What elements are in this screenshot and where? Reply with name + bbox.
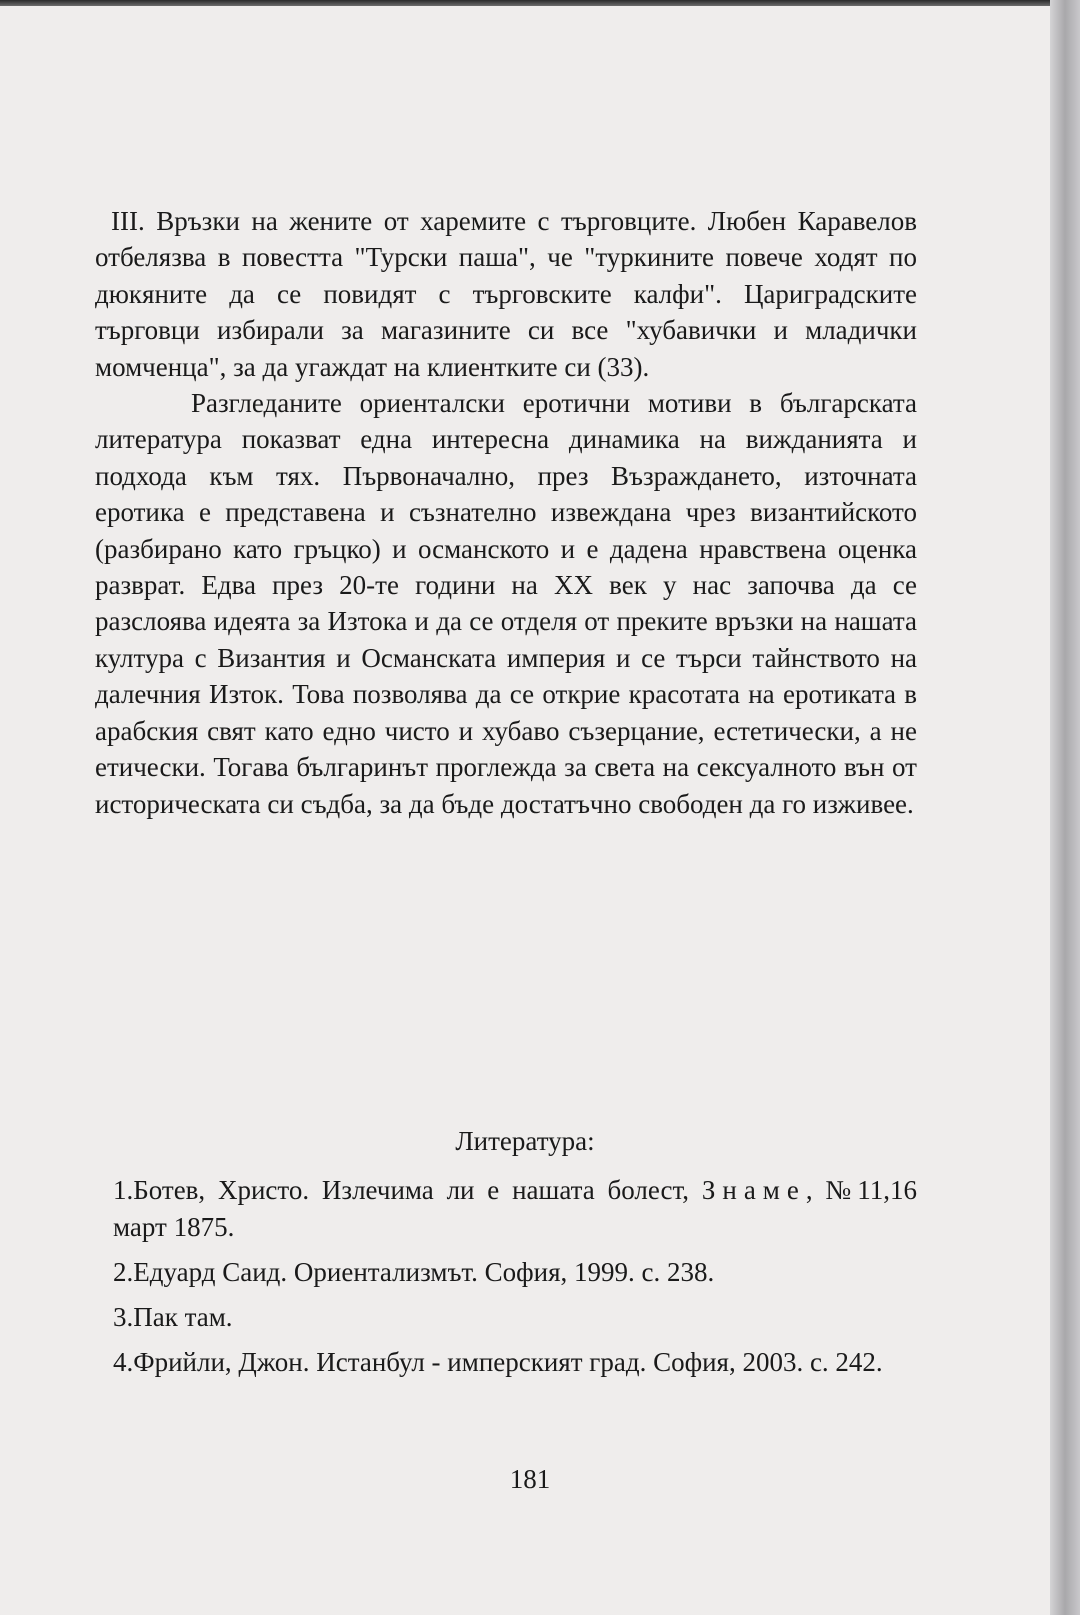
reference-text: , №11,16 март 1875. (113, 1175, 917, 1242)
page-number: 181 (509, 1464, 551, 1494)
reference-item: 4.Фрийли, Джон. Истанбул - имперският град. София, 2003. с. 242. (113, 1347, 883, 1377)
paragraph-conclusion: Разгледаните ориенталски еротични мотиви в българската литература показват една интересна динамика на вижданията и подхода към тях. Първоначално, през Възраждането, източната еротика е представена и съзнателно извеждана чрез византийското (разбирано като гръцко) и османското и е дадена нравствена оценка разврат. Едва през 20-те години на XX век у нас започва да се разслоява идеята за Изтока и да се отделя от преките връзки на нашата култура с Византия и Османската империя и се търси тайнството на далечния Изток. Това позволява да се открие красотата на еротиката в арабския свят като едно чисто и хубаво съзерцание, естетически, а не етически. Тогава българинът проглежда за света на сексуалното вън от историческата си съдба, за да бъде достатъчно свободен да го изживее. (95, 388, 917, 819)
literature-heading: Литература: (455, 1126, 595, 1156)
reference-list (113, 1172, 917, 1381)
reference-item: 3.Пак там. (113, 1302, 233, 1332)
paragraph-harems-merchants: III. Връзки на жените от харемите с търговците. Любен Каравелов отбелязва в повестта "Турски паша", че "туркините повече ходят по дюкяните да се повидят с търговските калфи". Цариградските търговци избирали за магазините си все "хубавички и младички момченца", за да угаждат на клиентките си (33). (95, 206, 917, 382)
scan-right-edge (1050, 0, 1080, 1615)
reference-item: 2.Едуард Саид. Ориентализмът. София, 1999. с. 238. (113, 1257, 715, 1287)
body-text (95, 203, 917, 822)
reference-item (113, 1172, 917, 1246)
book-page (0, 6, 1050, 1615)
reference-journal-title: Знаме (701, 1175, 806, 1205)
reference-text: 1.Ботев, Христо. Излечима ли е нашата болест, (113, 1175, 702, 1205)
